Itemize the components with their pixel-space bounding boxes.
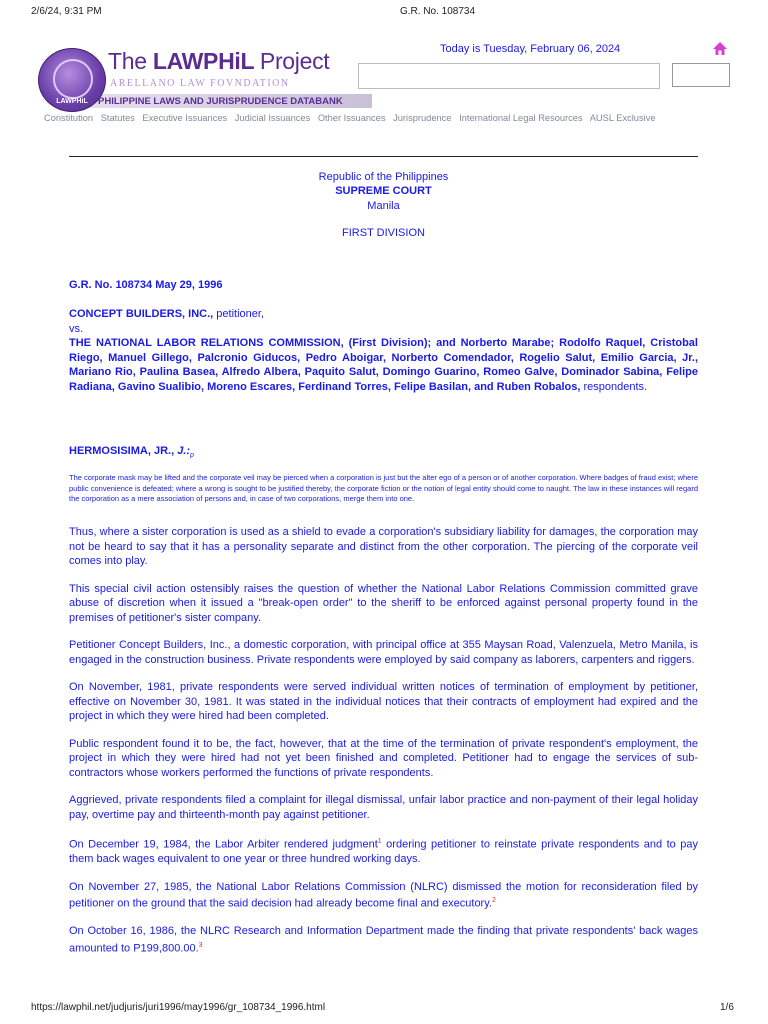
footnote-link[interactable]: 3 [198,941,203,949]
paragraph: Aggrieved, private respondents filed a complaint for illegal dismissal, unfair labor practice and non-payment of their legal holiday pay, overtime pay and thirteenth-month pay against petitioner. [69,794,698,821]
nav-executive-issuances[interactable]: Executive Issuances [142,113,228,123]
paragraph: On November 27, 1985, the National Labor Relations Commission (NLRC) dismissed the motion for reconsideration filed by petitioner on the ground that the said decision had already become final and executory.$^2$ [69,880,698,910]
versus: vs. [69,322,84,335]
syllabus: The corporate mask may be lifted and the corporate veil may be pierced when a corporation is just but the alter ego of a person or of another corporation. Where badges of fraud exist; where public convenience is defeated; where a wrong is sought to be justified thereby, the corporate fiction or the notion of legal entity should come to naught. The law in these instances will regard the corporation as a mere association of persons and, in case of two corporations, merge them into one. [69,473,698,503]
lawphil-seal-icon [38,48,106,112]
print-page-number: 1/6 [720,1002,734,1013]
republic-label: Republic of the Philippines [318,171,449,183]
site-logo[interactable] [36,44,356,114]
foundation-name: ARELLANO LAW FOVNDATION [110,78,290,89]
seal-label: LAWPHiL [56,98,88,105]
print-url: https://lawphil.net/judjuris/juri1996/may1996/gr_108734_1996.html [31,1002,326,1013]
databank-banner: PHILIPPINE LAWS AND JURISPRUDENCE DATABANK [98,96,343,107]
footnote-link[interactable]: 1 [377,838,382,845]
print-title: G.R. No. 108734 [400,6,476,17]
decision-body [69,525,698,969]
court-name: SUPREME COURT [335,185,432,197]
paragraph: On October 16, 1986, the NLRC Research and Information Department made the finding that private respondents' back wages amounted to P199,800.00.$^3$ [69,925,698,955]
respondents-role: respondents. [580,380,648,393]
division-label: FIRST DIVISION [342,227,425,239]
footnote-link[interactable]: 2 [491,897,496,905]
nav-ausl-exclusive[interactable]: AUSL Exclusive [589,113,656,123]
paragraph: On November, 1981, private respondents were served individual written notices of termination of employment by petitioner, effective on November 30, 1981. It was stated in the individual notices that their contracts of employment had expired and the project in which they were hired had been completed. [69,681,698,722]
ponente: HERMOSISIMA, JR., $J.:_p$ [69,445,194,460]
divider [69,156,698,157]
print-footer [0,1000,768,1024]
nav-constitution[interactable]: Constitution [44,113,94,123]
paragraph: Petitioner Concept Builders, Inc., a domestic corporation, with principal office at 355 Maysan Road, Valenzuela, Metro Manila, is engaged in the construction business. Private respondents were employed by said company as laborers, carpenters and riggers. [69,639,698,666]
nav-jurisprudence[interactable]: Jurisprudence [393,113,452,123]
nav-statutes[interactable]: Statutes [100,113,135,123]
case-parties [69,307,698,395]
nav-other-issuances[interactable]: Other Issuances [317,113,386,123]
print-datetime: 2/6/24, 9:31 PM [31,6,102,17]
search-input[interactable] [358,63,660,89]
petitioner-name: CONCEPT BUILDERS, INC., [69,308,214,320]
search-button[interactable] [672,63,730,87]
main-nav [44,113,661,123]
paragraph: Thus, where a sister corporation is used as a shield to evade a corporation's subsidiary liability for damages, the corporation may not be heard to say that it has a personality separate and distinct from the other corporation. The piercing of the corporate veil comes into play. [69,526,698,567]
nav-international-legal-resources[interactable]: International Legal Resources [459,113,583,123]
paragraph: Public respondent found it to be, the fact, however, that at the time of the termination of private respondent's employment, the project in which they were hired had not yet been finished and completed. Petitioner had to engage the services of sub-contractors whose workers performed the functions of private respondents. [69,737,698,779]
paragraph: On December 19, 1984, the Labor Arbiter rendered judgment$^1$ ordering petitioner to reinstate private respondents and to pay them back wages equivalent to one year or three hundred working days. [69,838,698,866]
today-date: Today is Tuesday, February 06, 2024 [440,43,621,55]
paragraph: This special civil action ostensibly raises the question of whether the National Labor Relations Commission committed grave abuse of discretion when it issued a "break-open order" to the sheriff to be enforced against personal property found in the premises of petitioner's sister company. [69,582,698,624]
court-city: Manila [367,200,400,212]
nav-judicial-issuances[interactable]: Judicial Issuances [234,113,311,123]
respondents-names: THE NATIONAL LABOR RELATIONS COMMISSION, (First Division); and Norberto Marabe; Rodolfo Raquel, Cristobal Riego, Manuel Gillego, Palcronio Giducos, Pedro Aboigar, Norberto Comendador, Rogelio Salut, Emilio Garcia, Jr., Mariano Rio, Paulina Basea, Alfredo Albera, Paquito Salut, Domingo Guarino, Romeo Galve, Dominador Sabina, Felipe Radiana, Gavino Sualibio, Moreno Escares, Ferdinand Torres, Felipe Basilan, and Ruben Robalos, [69,337,698,393]
petitioner-role: petitioner, [213,308,264,320]
case-number: G.R. No. 108734 May 29, 1996 [69,279,223,291]
print-header [0,0,768,22]
brand-title: The LAWPHiL Project [108,48,330,74]
home-icon[interactable] [712,41,728,57]
